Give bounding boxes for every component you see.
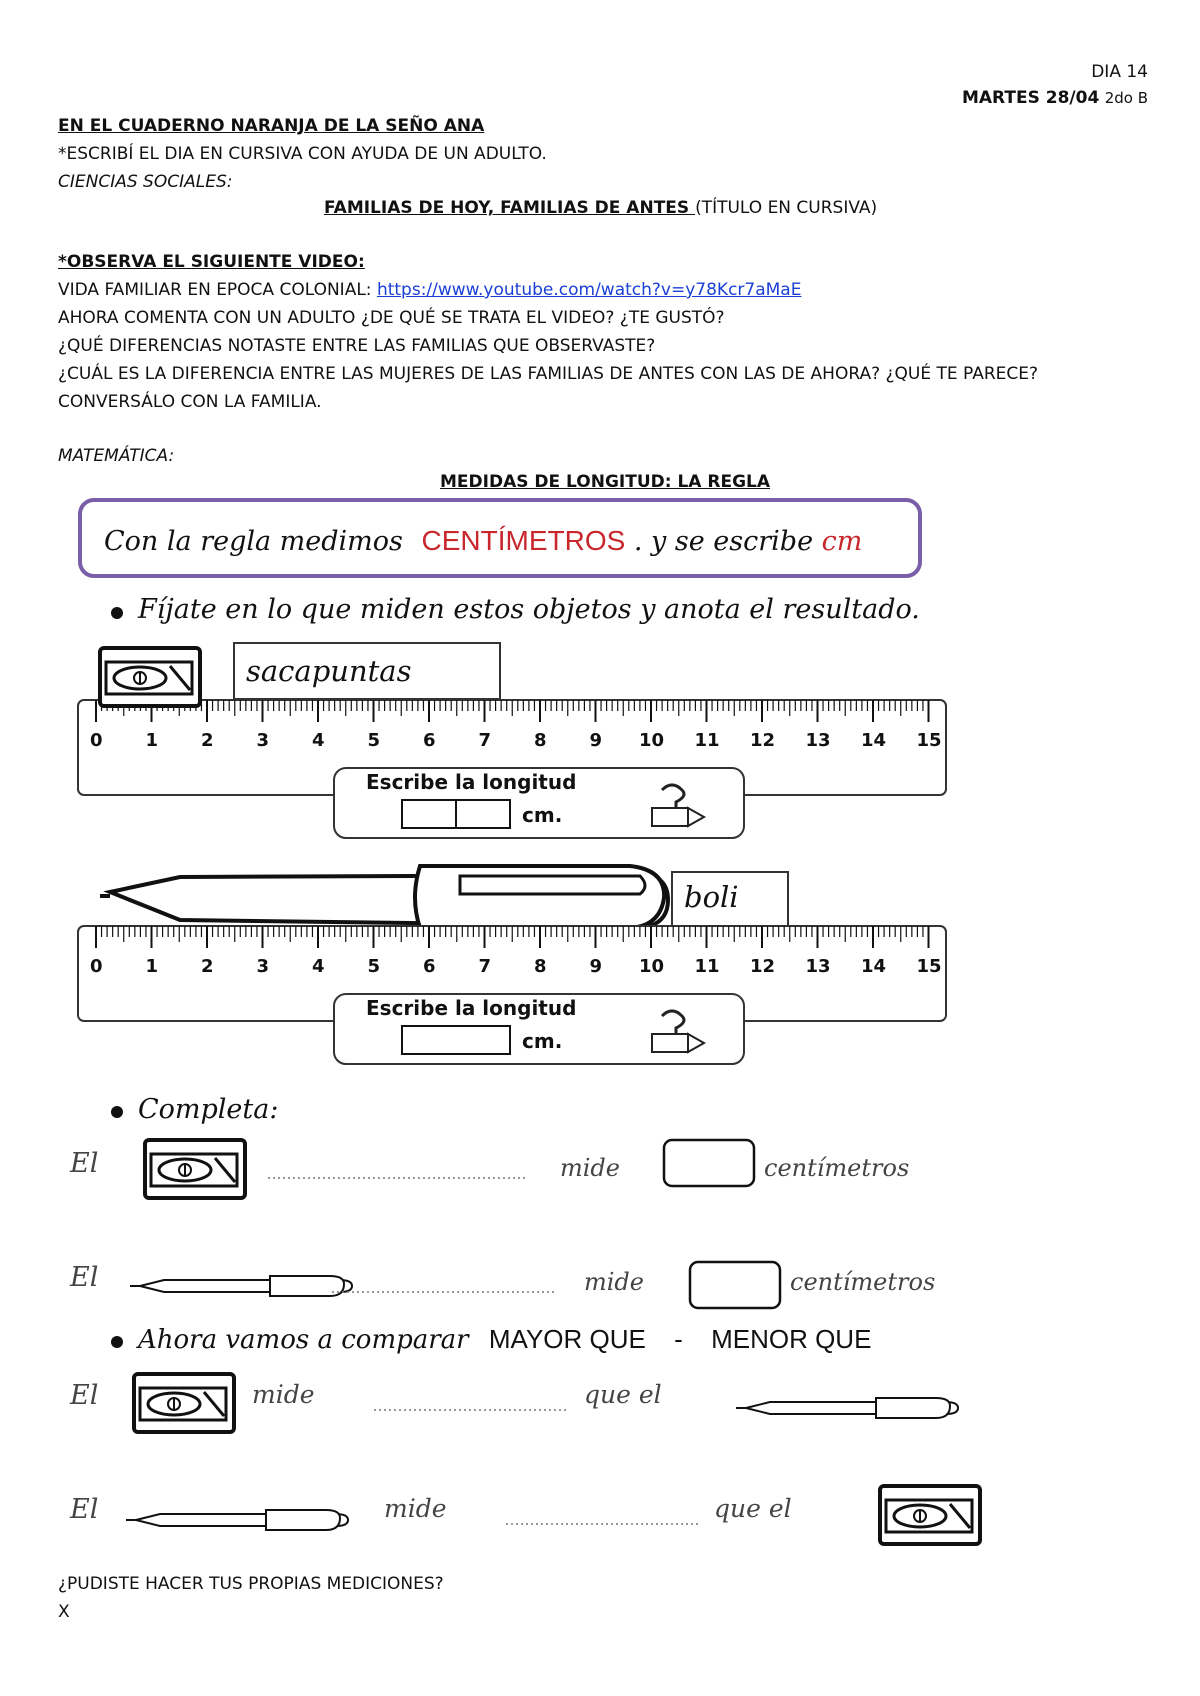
mide-label-3: mide bbox=[252, 1380, 315, 1409]
centimetros-label-1: centímetros bbox=[764, 1154, 910, 1182]
sharpener-compare-1 bbox=[134, 1374, 234, 1432]
matematica-topic: MEDIDAS DE LONGITUD: LA REGLA bbox=[440, 472, 771, 492]
cm-label-1: cm. bbox=[522, 803, 563, 827]
ruler-tick-label: 10 bbox=[639, 956, 665, 977]
ruler-tick-label: 1 bbox=[145, 730, 159, 751]
footer-mark: X bbox=[58, 1602, 70, 1622]
instruction-measure: Fíjate en lo que miden estos objetos y anota el resultado. bbox=[138, 594, 920, 625]
question-3: ¿CUÁL ES LA DIFERENCIA ENTRE LAS MUJERES DE LAS FAMILIAS DE ANTES CON LAS DE AHORA? ¿QUÉ TE PARECE? bbox=[58, 364, 1039, 384]
sociales-topic: FAMILIAS DE HOY, FAMILIAS DE ANTES bbox=[324, 198, 696, 218]
banner-mid: . y se escribe bbox=[633, 526, 814, 557]
sociales-topic-note: (TÍTULO EN CURSIVA) bbox=[695, 198, 878, 218]
menor-que: MENOR QUE bbox=[711, 1324, 872, 1354]
ruler-tick-label: 10 bbox=[639, 730, 665, 751]
compare-line bbox=[138, 1324, 871, 1355]
banner-text bbox=[104, 525, 862, 557]
compare-heading: Ahora vamos a comparar bbox=[138, 1325, 469, 1355]
ruler-tick-label: 15 bbox=[916, 956, 942, 977]
answer-box-complete-2 bbox=[690, 1262, 780, 1308]
question-1: AHORA COMENTA CON UN ADULTO ¿DE QUÉ SE TRATA EL VIDEO? ¿TE GUSTÓ? bbox=[58, 308, 725, 328]
ruler-tick-label: 0 bbox=[90, 956, 103, 977]
instruction-cursive: *ESCRIBÍ EL DIA EN CURSIVA CON AYUDA DE UN ADULTO. bbox=[58, 144, 547, 164]
video-link[interactable]: https://www.youtube.com/watch?v=y78Kcr7aMaE bbox=[376, 280, 802, 300]
bullet-3 bbox=[111, 1336, 123, 1348]
sharpener-image-1 bbox=[100, 648, 200, 706]
banner-abbr: cm bbox=[821, 526, 863, 557]
write-length-1: Escribe la longitud bbox=[366, 770, 577, 794]
complete-heading: Completa: bbox=[138, 1094, 279, 1125]
object2-label: boli bbox=[684, 880, 739, 914]
answer-box-complete-1 bbox=[664, 1140, 754, 1186]
ruler-tick-label: 3 bbox=[256, 730, 270, 751]
banner-prefix: Con la regla medimos bbox=[104, 526, 403, 557]
mide-label-1: mide bbox=[560, 1154, 620, 1182]
video-label: VIDA FAMILIAR EN EPOCA COLONIAL: bbox=[58, 280, 377, 300]
mayor-que: MAYOR QUE bbox=[488, 1324, 646, 1354]
el-label-3: El bbox=[70, 1380, 99, 1411]
ruler-tick-label: 8 bbox=[534, 956, 547, 977]
pen-image bbox=[100, 866, 668, 928]
ruler-tick-label: 12 bbox=[750, 730, 776, 751]
ruler-tick-label: 8 bbox=[534, 730, 547, 751]
el-label-2: El bbox=[70, 1262, 99, 1293]
que-el-label-2: que el bbox=[714, 1494, 792, 1523]
sharpener-compare-2 bbox=[880, 1486, 980, 1544]
ruler-tick-label: 4 bbox=[312, 956, 325, 977]
ruler-tick-label: 14 bbox=[861, 730, 887, 751]
ruler-tick-label: 13 bbox=[805, 730, 831, 751]
pen-complete-2 bbox=[130, 1276, 352, 1296]
compare-dash: - bbox=[674, 1324, 683, 1354]
digit-box-2 bbox=[402, 1026, 510, 1054]
ruler-tick-label: 4 bbox=[312, 730, 325, 751]
ruler-tick-label: 12 bbox=[750, 956, 776, 977]
question-4: CONVERSÁLO CON LA FAMILIA. bbox=[58, 392, 322, 412]
mide-label-2: mide bbox=[584, 1268, 644, 1296]
grade-label: 2do B bbox=[1104, 89, 1148, 107]
ruler-tick-label: 9 bbox=[589, 956, 603, 977]
ruler-tick-label: 1 bbox=[145, 956, 159, 977]
ruler-tick-label: 7 bbox=[478, 956, 492, 977]
question-2: ¿QUÉ DIFERENCIAS NOTASTE ENTRE LAS FAMILIAS QUE OBSERVASTE? bbox=[58, 336, 656, 356]
ruler-tick-label: 13 bbox=[805, 956, 831, 977]
ruler-tick-label: 9 bbox=[589, 730, 603, 751]
centimetros-label-2: centímetros bbox=[790, 1268, 936, 1296]
subject-sociales: CIENCIAS SOCIALES: bbox=[58, 172, 233, 192]
pen-compare-1 bbox=[736, 1398, 958, 1418]
day-label: DIA 14 bbox=[1091, 62, 1148, 82]
ruler-tick-label: 15 bbox=[916, 730, 942, 751]
footer-question: ¿PUDISTE HACER TUS PROPIAS MEDICIONES? bbox=[58, 1574, 444, 1594]
object1-label: sacapuntas bbox=[246, 654, 412, 688]
notebook-title: EN EL CUADERNO NARANJA DE LA SEÑO ANA bbox=[58, 116, 485, 136]
el-label-1: El bbox=[70, 1148, 99, 1179]
ruler-tick-label: 2 bbox=[201, 956, 214, 977]
cm-label-2: cm. bbox=[522, 1029, 563, 1053]
ruler-tick-label: 5 bbox=[367, 730, 381, 751]
que-el-label-1: que el bbox=[584, 1380, 662, 1409]
write-length-2: Escribe la longitud bbox=[366, 996, 577, 1020]
ruler-tick-label: 11 bbox=[694, 956, 720, 977]
sharpener-complete-1 bbox=[145, 1140, 245, 1198]
date-label: MARTES 28/04 bbox=[961, 88, 1100, 108]
banner-unit: CENTÍMETROS bbox=[421, 525, 626, 556]
bullet-2 bbox=[111, 1106, 123, 1118]
ruler-tick-label: 3 bbox=[256, 956, 270, 977]
ruler-tick-label: 2 bbox=[201, 730, 214, 751]
mide-label-4: mide bbox=[384, 1494, 447, 1523]
ruler-tick-label: 6 bbox=[423, 730, 436, 751]
pen-compare-2 bbox=[126, 1510, 348, 1530]
ruler-tick-label: 5 bbox=[367, 956, 381, 977]
ruler-tick-label: 6 bbox=[423, 956, 436, 977]
ruler-tick-label: 7 bbox=[478, 730, 492, 751]
ruler-tick-label: 14 bbox=[861, 956, 887, 977]
ruler-tick-label: 0 bbox=[90, 730, 103, 751]
ruler-tick-label: 11 bbox=[694, 730, 720, 751]
video-heading: *OBSERVA EL SIGUIENTE VIDEO: bbox=[58, 252, 365, 272]
bullet-1 bbox=[111, 607, 123, 619]
el-label-4: El bbox=[70, 1494, 99, 1525]
subject-matematica: MATEMÁTICA: bbox=[58, 446, 175, 466]
